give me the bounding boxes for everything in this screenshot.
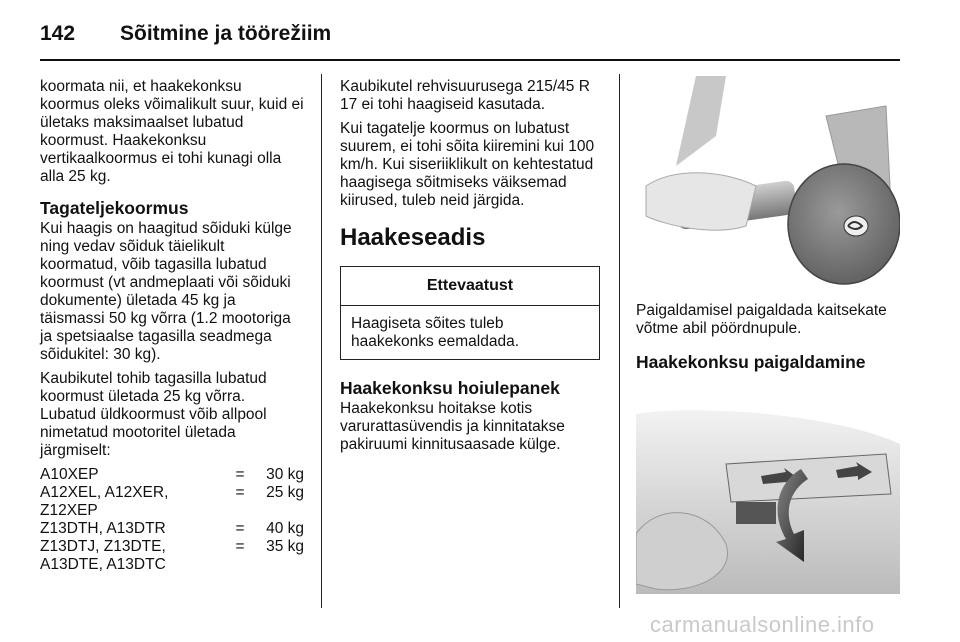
- spec-value: 30 kg: [266, 466, 304, 483]
- speed-limit-paragraph: Kui tagatelje koormus on lubatust suurem, ei tohi sõita kiiremini kui 100 km/h. Kui siseriiklikult on kehtestatud haagisega sõitmiseks väiksemad kiirused, tuleb neid järgida.: [340, 120, 595, 209]
- rear-axle-paragraph-2: Kaubikutel tohib tagasilla lubatud koormust ületada 25 kg võrra. Lubatud üldkoormust võib allpool nimetatud mootoritel ületada järgmiselt:: [40, 370, 267, 459]
- page-number: 142: [40, 22, 76, 45]
- spec-value: 40 kg: [266, 520, 304, 537]
- spec-model: A12XEL, A12XER, Z12XEP: [40, 484, 169, 519]
- spec-value: 35 kg: [266, 538, 304, 555]
- spec-equals: =: [235, 538, 245, 555]
- rear-axle-paragraph-1: Kui haagis on haagitud sõiduki külge ning vedav sõiduk täielikult koormatud, võib tagasilla lubatud koormust (vt andmeplaati või sõiduki dokumente) ületada 45 kg ja täismassi 50 kg võrra (1.2 mootoriga ja spetsiaalse tagasilla seadmega sõidukitel: 30 kg).: [40, 220, 292, 363]
- spec-model: Z13DTJ, Z13DTE, A13DTE, A13DTC: [40, 538, 166, 573]
- subheading-storage: Haakekonksu hoiulepanek: [340, 378, 560, 398]
- column-3: [636, 76, 904, 594]
- column-divider-1: [321, 74, 322, 608]
- spec-equals: =: [235, 466, 245, 483]
- warning-text: Haagiseta sõites tuleb haakekonks eemaldada.: [351, 315, 520, 350]
- section-heading-rear-axle: Tagateljekoormus: [40, 198, 189, 218]
- intro-paragraph: koormata nii, et haakekonksu koormus oleks võimalikult suur, kuid ei ületaks maksimaalset lubatud koormust. Haakekonksu vertikaalkoormus ei tohi kunagi olla alla 25 kg.: [40, 78, 304, 185]
- column-divider-2: [619, 74, 620, 608]
- table-row: [40, 538, 304, 574]
- table-row: [40, 520, 304, 538]
- header-divider: [40, 59, 900, 61]
- watermark: carmanualsonline.info: [650, 612, 875, 637]
- table-row: [40, 466, 304, 484]
- spec-equals: =: [235, 520, 245, 537]
- column-2: [340, 78, 602, 460]
- column-1: [40, 78, 304, 574]
- section-heading-install-hook: Haakekonksu paigaldamine: [636, 352, 866, 372]
- chapter-title: Sõitmine ja töörežiim: [120, 22, 332, 45]
- illustration-protective-cap: [636, 76, 900, 288]
- illustration-install-hook: [636, 384, 900, 594]
- warning-box: [340, 266, 600, 360]
- spec-model: A10XEP: [40, 466, 99, 483]
- page-header: [40, 20, 900, 60]
- table-row: [40, 484, 304, 520]
- load-spec-table: [40, 466, 304, 574]
- warning-title: Ettevaatust: [341, 267, 599, 306]
- spec-model: Z13DTH, A13DTR: [40, 520, 166, 537]
- protective-cap-illustration: [636, 76, 900, 288]
- section-heading-towing-device: Haakeseadis: [340, 224, 486, 251]
- caption-install-cap: Paigaldamisel paigaldada kaitsekate võtme abil pöördnupule.: [636, 302, 887, 337]
- spec-value: 25 kg: [266, 484, 304, 501]
- tyre-size-paragraph: Kaubikutel rehvisuurusega 215/45 R 17 ei tohi haagiseid kasutada.: [340, 78, 590, 113]
- spec-equals: =: [235, 484, 245, 501]
- install-hook-illustration: [636, 384, 900, 594]
- storage-paragraph: Haakekonksu hoitakse kotis varurattasüvendis ja kinnitatakse pakiruumi kinnitusaasade külge.: [340, 400, 565, 453]
